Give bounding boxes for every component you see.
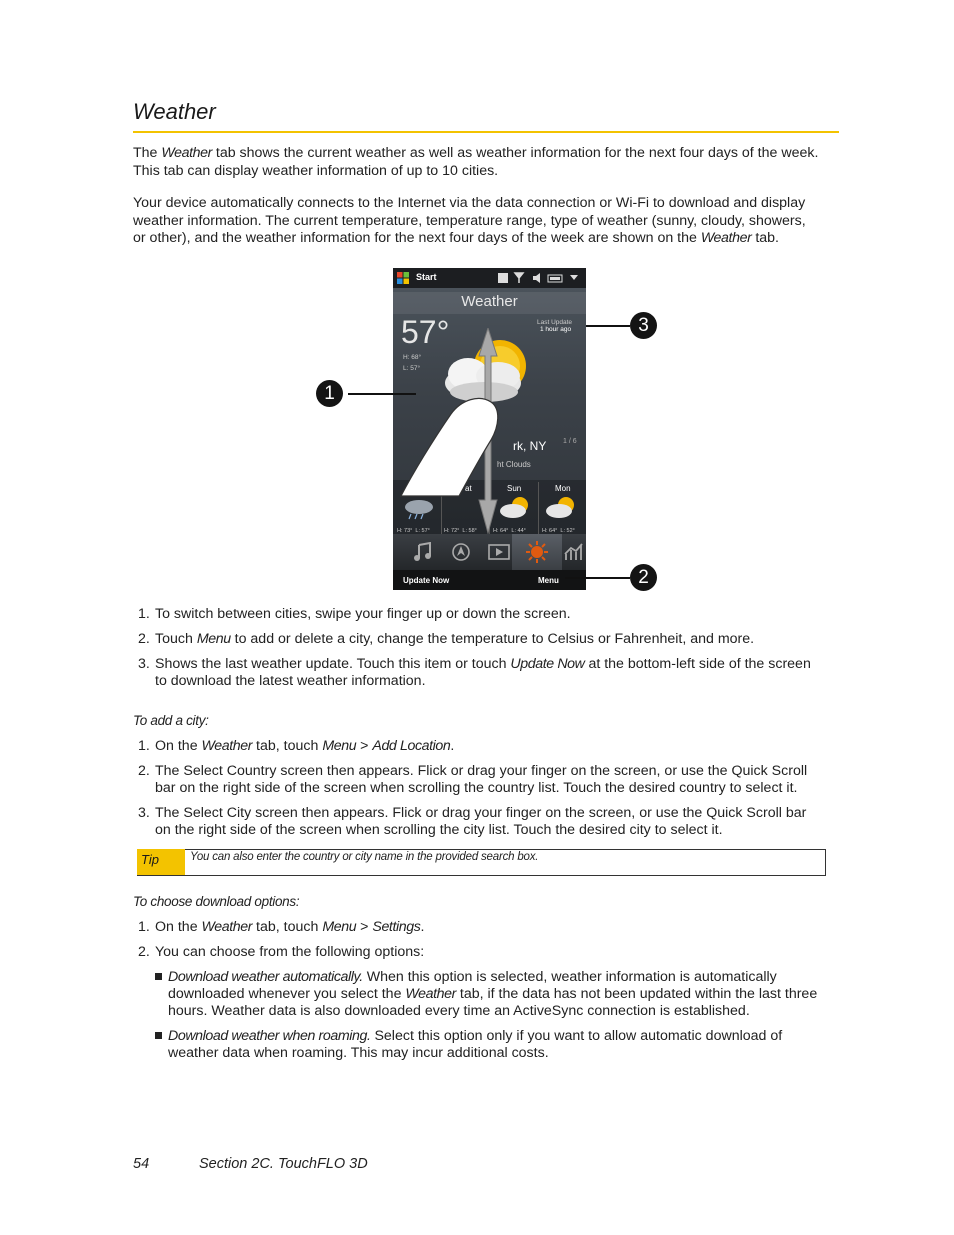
high-temp: H: 68°: [403, 354, 422, 361]
status-bar: [393, 268, 586, 288]
callout-3: 3: [630, 312, 657, 339]
weather-title: Weather: [461, 293, 518, 310]
intro-paragraph-1: The Weather tab shows the current weather as well as weather information for the next four days of the week. This tab can display weather information of up to 10 cities.: [133, 145, 819, 179]
phone-screenshot: [393, 268, 586, 590]
bullet-icon: [155, 973, 162, 980]
list-item: 3. The Select City screen then appears. Flick or drag your finger on the screen, or use the Quick Scroll bar on the right side of the screen when scrolling the city list. Touch the desired city to select it.: [138, 805, 807, 838]
list-item: 2. Touch Menu to add or delete a city, change the temperature to Celsius or Fahrenheit, and more.: [138, 631, 755, 647]
section-label: Section 2C. TouchFLO 3D: [199, 1156, 368, 1172]
list-item: 2. You can choose from the following options:: [138, 944, 425, 960]
callout-2-line: [565, 577, 630, 579]
swipe-gesture-illustration: [393, 328, 586, 538]
tab-bar: [393, 534, 586, 570]
music-tab-icon[interactable]: [413, 542, 433, 562]
windows-start-icon: [396, 271, 410, 285]
intro-paragraph-2: Your device automatically connects to the Internet via the data connection or Wi-Fi to download and display weather information. The current temperature, temperature range, type of weather (sunny, cloudy, showers, or other), and the weather information for the next four days of the week are shown on the Weather tab.: [133, 195, 806, 246]
city-page-indicator: 1 / 6: [563, 438, 577, 445]
subheading-add-city: To add a city:: [133, 713, 209, 728]
callout-1: 1: [316, 380, 343, 407]
list-item: Download weather automatically. When this option is selected, weather information is automatically downloaded whenever you select the Weather tab, if the data has not been updated within the last three hours. Weather data is also downloaded every time an ActiveSync connection is established.: [168, 969, 818, 1019]
current-temperature: 57°: [401, 314, 450, 350]
tip-label: Tip: [141, 852, 159, 867]
forecast-day-1: at: [465, 484, 472, 493]
callout-2: 2: [630, 564, 657, 591]
bullet-icon: [155, 1032, 162, 1039]
status-icons: [498, 271, 583, 285]
weather-panel[interactable]: Weather Last Update 1 hour ago 57° H: 68° L: 57° rk, NY ht Clouds 1 / 6 at Sun Mon H: 73° L: 57° H: 72° L: 58° H: 64° L: 44° H: 64° L: 52°: [393, 288, 586, 538]
stocks-tab-icon[interactable]: [564, 542, 584, 562]
list-item: 3. Shows the last weather update. Touch this item or touch Update Now at the bottom-left side of the screen to download the latest weather information.: [138, 656, 811, 689]
city-name: rk, NY: [513, 439, 547, 453]
subheading-download-options: To choose download options:: [133, 894, 300, 909]
last-update-label[interactable]: Last Update: [537, 319, 573, 326]
list-item: 1. To switch between cities, swipe your finger up or down the screen.: [138, 606, 571, 622]
menu-button[interactable]: Menu: [538, 576, 559, 585]
list-item: 2. The Select Country screen then appears. Flick or drag your finger on the screen, or use the Quick Scroll bar on the right side of the screen when scrolling the country list. Touch the desired country to select it.: [138, 763, 808, 796]
start-label[interactable]: Start: [416, 272, 437, 282]
list-item: Download weather when roaming. Select this option only if you want to allow automatic download of weather data when roaming. This may incur additional costs.: [168, 1028, 783, 1061]
page-title: Weather: [133, 99, 839, 133]
weather-tab-active[interactable]: [512, 534, 562, 570]
video-tab-icon[interactable]: [488, 542, 510, 562]
update-now-button[interactable]: Update Now: [403, 576, 450, 585]
low-temp: L: 57°: [403, 365, 421, 372]
sun-tab-icon: [526, 541, 548, 563]
list-item: 1. On the Weather tab, touch Menu > Add Location.: [138, 738, 455, 754]
tip-text: You can also enter the country or city name in the provided search box.: [190, 851, 539, 863]
internet-tab-icon[interactable]: [451, 542, 471, 562]
callout-1-line: [348, 393, 416, 395]
forecast-day-2: Sun: [507, 484, 522, 493]
last-update-value[interactable]: 1 hour ago: [540, 326, 572, 333]
weather-condition: ht Clouds: [497, 460, 531, 469]
soft-key-bar: [393, 570, 586, 590]
tip-label-box: [137, 849, 185, 875]
list-item: 1. On the Weather tab, touch Menu > Settings.: [138, 919, 425, 935]
callout-3-line: [586, 325, 630, 327]
page-number: 54: [133, 1156, 150, 1172]
forecast-day-3: Mon: [555, 484, 571, 493]
